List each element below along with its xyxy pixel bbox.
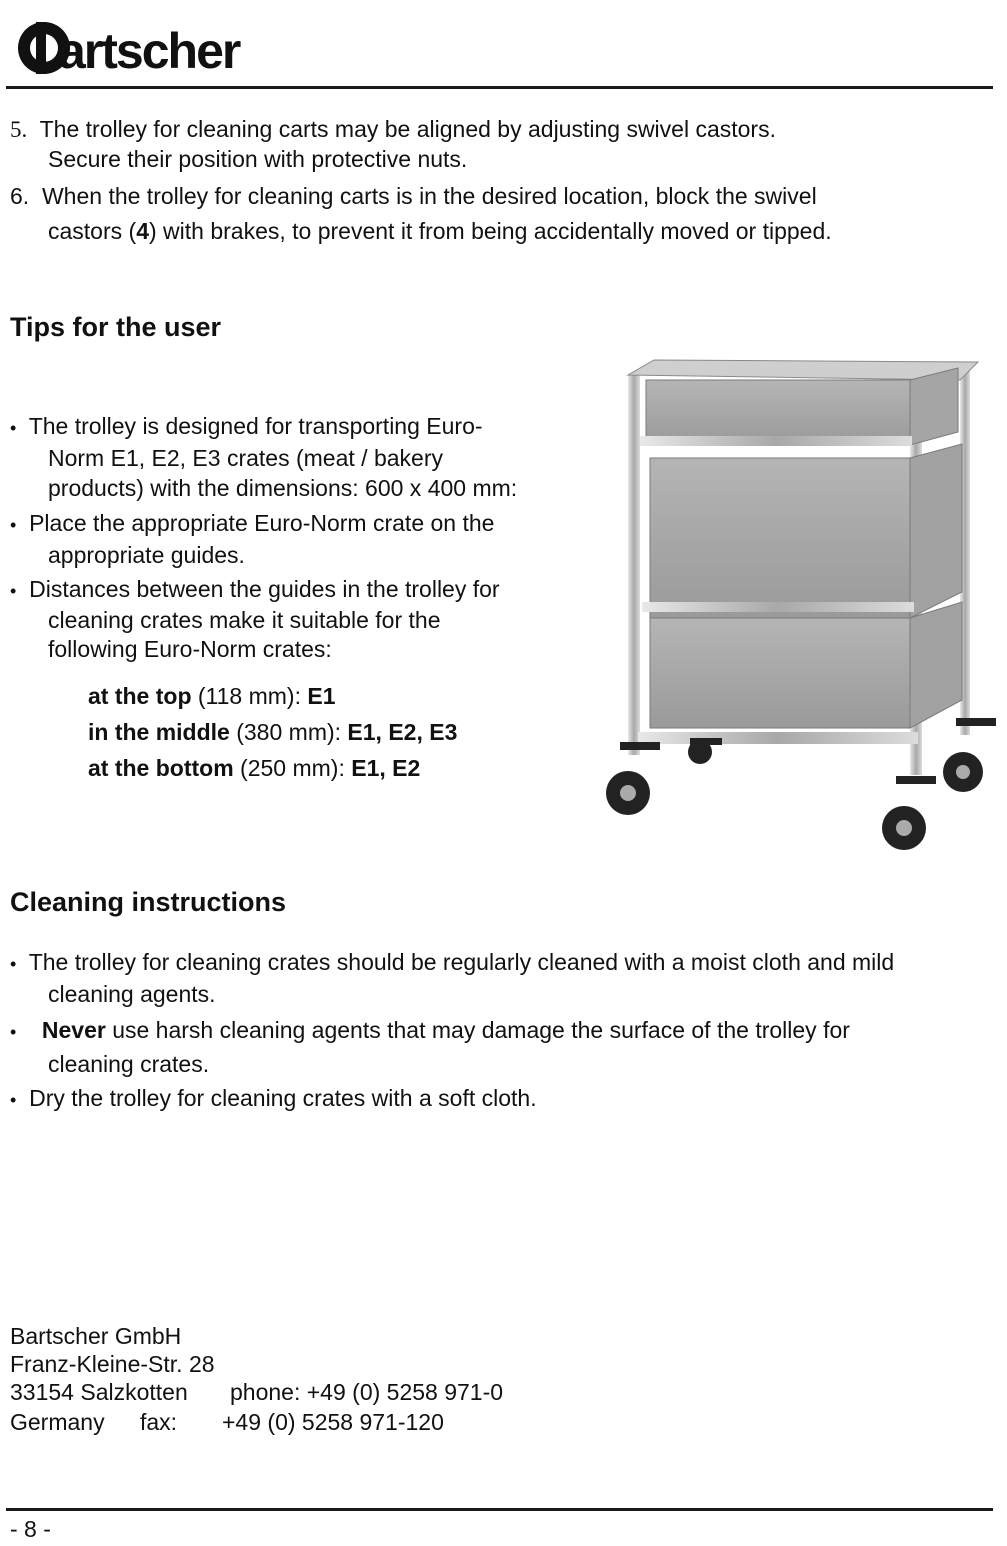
step-5-line2: Secure their position with protective nuts.	[48, 146, 468, 172]
tip-item-3: • Distances between the guides in the trolley for cleaning crates make it suitable for the following Euro-Norm crates:	[10, 576, 500, 662]
svg-text:artscher: artscher	[58, 23, 240, 78]
header-rule	[6, 86, 993, 89]
tip-item-2: • Place the appropriate Euro-Norm crate on the appropriate guides.	[10, 510, 495, 568]
cleaning-item-3: • Dry the trolley for cleaning crates with a soft cloth.	[10, 1085, 537, 1111]
crate-positions	[88, 678, 457, 786]
company-city: 33154 Salzkotten	[10, 1379, 188, 1405]
company-name: Bartscher GmbH	[10, 1323, 182, 1349]
position-middle: in the middle (380 mm): E1, E2, E3	[88, 719, 458, 745]
trolley-image	[598, 340, 1003, 860]
fax-label: fax:	[140, 1409, 178, 1435]
tip-item-1: • The trolley is designed for transporting Euro- Norm E1, E2, E3 crates (meat / bakery products) with the dimensions: 600 x 400 mm:	[10, 413, 518, 501]
step-6-line2: castors (4) with brakes, to prevent it from being accidentally moved or tipped.	[48, 218, 832, 244]
step-6: 6. When the trolley for cleaning carts is in the desired location, block the swivel	[10, 183, 817, 209]
tips-heading: Tips for the user	[10, 312, 222, 342]
cleaning-item-2: • Never use harsh cleaning agents that may damage the surface of the trolley for cleaning crates.	[10, 1017, 850, 1077]
company-country: Germany	[10, 1409, 105, 1435]
cleaning-item-1: • The trolley for cleaning crates should be regularly cleaned with a moist cloth and mild cleaning agents.	[10, 949, 895, 1007]
position-bottom: at the bottom (250 mm): E1, E2	[88, 755, 421, 781]
bartscher-logo	[12, 6, 252, 78]
page-number: - 8 -	[10, 1516, 51, 1542]
phone-line: phone: +49 (0) 5258 971-0	[230, 1379, 504, 1405]
cleaning-heading: Cleaning instructions	[10, 887, 287, 917]
footer-rule	[6, 1508, 993, 1511]
company-street: Franz-Kleine-Str. 28	[10, 1351, 215, 1377]
position-top: at the top (118 mm): E1	[88, 683, 336, 709]
fax-number: +49 (0) 5258 971-120	[222, 1409, 444, 1435]
step-5: 5. The trolley for cleaning carts may be aligned by adjusting swivel castors.	[10, 116, 776, 142]
